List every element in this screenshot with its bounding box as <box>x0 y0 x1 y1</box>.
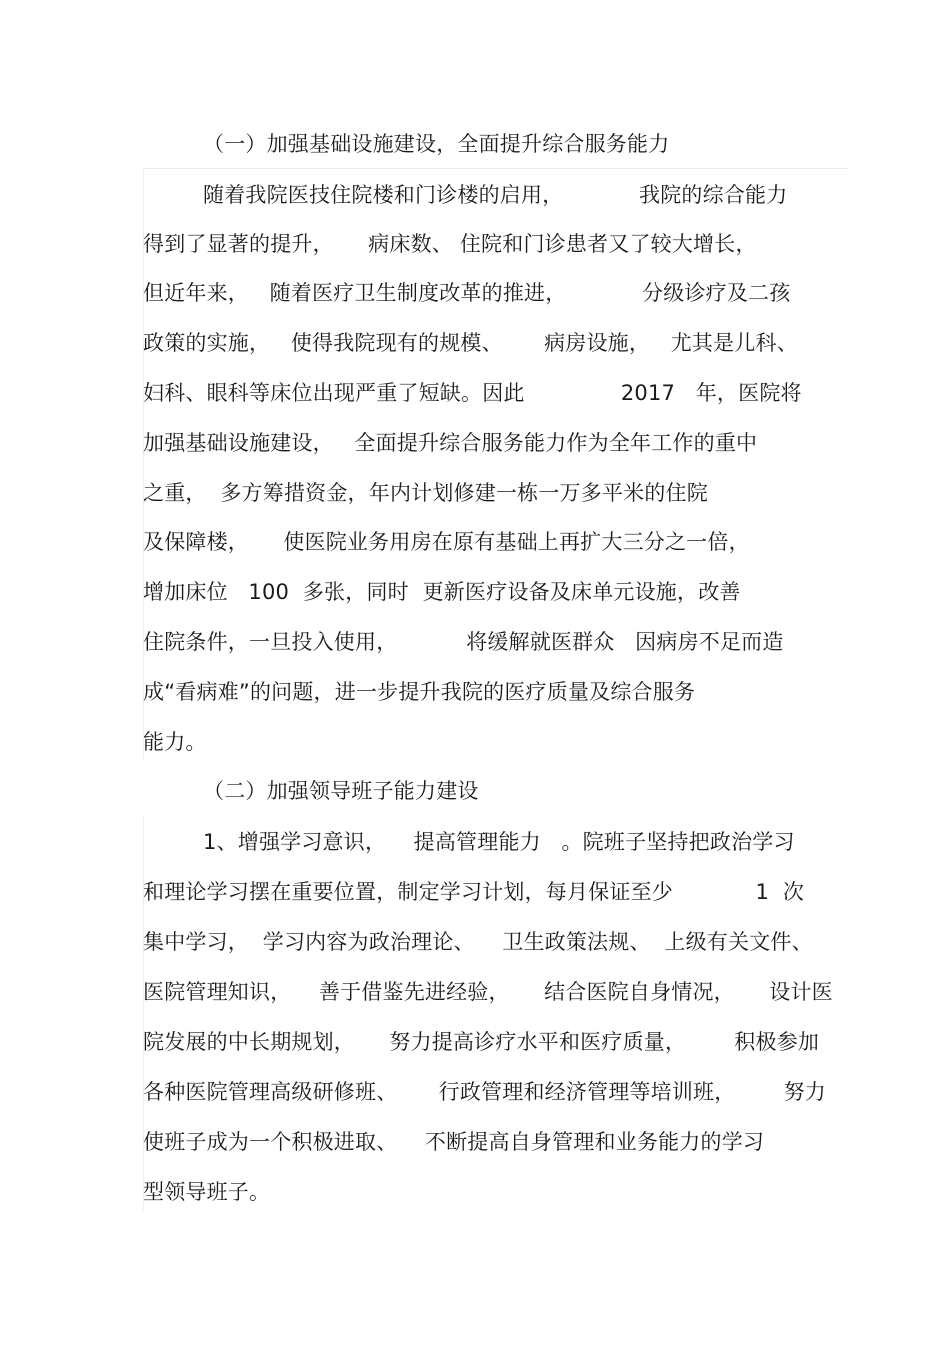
paragraph-line: 医院管理知识， 善于借鉴先进经验， 结合医院自身情况， 设计医 <box>143 980 833 1004</box>
paragraph-line: 及保障楼， 使医院业务用房在原有基础上再扩大三分之一倍， <box>143 530 750 554</box>
divider <box>143 168 848 169</box>
paragraph-line: 住院条件，一旦投入使用， 将缓解就医群众 因病房不足而造 <box>143 630 784 654</box>
paragraph-line: 得到了显著的提升， 病床数、 住院和门诊患者又了较大增长， <box>143 232 757 256</box>
paragraph-line: 能力。 <box>143 730 207 754</box>
paragraph-line: 型领导班子。 <box>143 1180 271 1204</box>
paragraph-line: 但近年来， 随着医疗卫生制度改革的推进， 分级诊疗及二孩 <box>143 281 791 305</box>
paragraph-line: 随着我院医技住院楼和门诊楼的启用， 我院的综合能力 <box>203 183 788 207</box>
paragraph-line: 加强基础设施建设， 全面提升综合服务能力作为全年工作的重中 <box>143 431 758 455</box>
section-heading-1: （一）加强基础设施建设，全面提升综合服务能力 <box>203 132 670 156</box>
paragraph-line: 院发展的中长期规划， 努力提高诊疗水平和医疗质量， 积极参加 <box>143 1030 820 1054</box>
paragraph-line: 成“看病难”的问题，进一步提升我院的医疗质量及综合服务 <box>143 680 696 704</box>
paragraph-line: 之重， 多方筹措资金，年内计划修建一栋一万多平米的住院 <box>143 481 708 505</box>
paragraph-line: 各种医院管理高级研修班、 行政管理和经济管理等培训班， 努力 <box>143 1080 826 1104</box>
paragraph-line: 使班子成为一个积极进取、 不断提高自身管理和业务能力的学习 <box>143 1130 765 1154</box>
paragraph-line: 增加床位 100 多张，同时 更新医疗设备及床单元设施，改善 <box>143 580 741 604</box>
paragraph-line: 集中学习， 学习内容为政治理论、 卫生政策法规、 上级有关文件、 <box>143 930 813 954</box>
paragraph-line: 和理论学习摆在重要位置，制定学习计划，每月保证至少 1 次 <box>143 880 805 904</box>
paragraph-line: 1、增强学习意识， 提高管理能力 。院班子坚持把政治学习 <box>203 830 795 854</box>
section-heading-2: （二）加强领导班子能力建设 <box>203 779 479 803</box>
paragraph-line: 妇科、眼科等床位出现严重了短缺。因此 2017 年，医院将 <box>143 381 802 405</box>
paragraph-line: 政策的实施， 使得我院现有的规模、 病房设施， 尤其是儿科、 <box>143 331 798 355</box>
